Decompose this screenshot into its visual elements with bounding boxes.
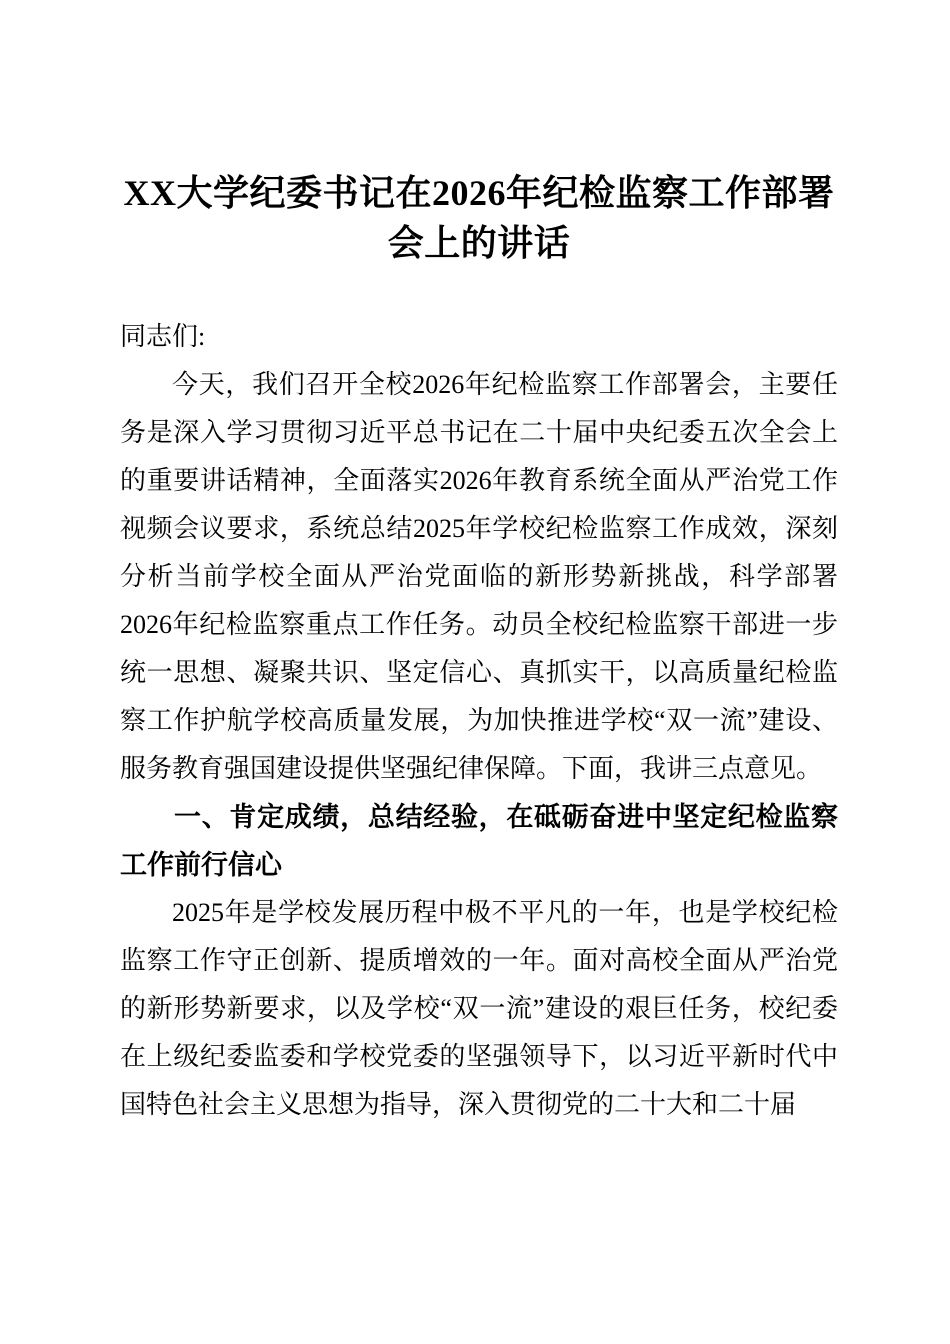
- section-heading-1: 一、肯定成绩，总结经验，在砥砺奋进中坚定纪检监察工作前行信心: [120, 802, 838, 880]
- document-title: XX大学纪委书记在2026年纪检监察工作部署会上的讲话: [123, 173, 835, 263]
- paragraph-section-1: 2025年是学校发展历程中极不平凡的一年，也是学校纪检监察工作守正创新、提质增效的一年。面对高校全面从严治党的新形势新要求，以及学校“双一流”建设的艰巨任务，校纪委在上级纪委监委和学校党委的坚强领导下，以习近平新时代中国特色社会主义思想为指导，深入贯彻党的二十大和二十届: [120, 898, 838, 1119]
- paragraph-intro: 今天，我们召开全校2026年纪检监察工作部署会，主要任务是深入学习贯彻习近平总书记在二十届中央纪委五次全会上的重要讲话精神，全面落实2026年教育系统全面从严治党工作视频会议要求，系统总结2025年学校纪检监察工作成效，深刻分析当前学校全面从严治党面临的新形势新挑战，科学部署2026年纪检监察重点工作任务。动员全校纪检监察干部进一步统一思想、凝聚共识、坚定信心、真抓实干，以高质量纪检监察工作护航学校高质量发展，为加快推进学校“双一流”建设、服务教育强国建设提供坚强纪律保障。下面，我讲三点意见。: [120, 370, 838, 783]
- salutation: 同志们:: [120, 322, 206, 351]
